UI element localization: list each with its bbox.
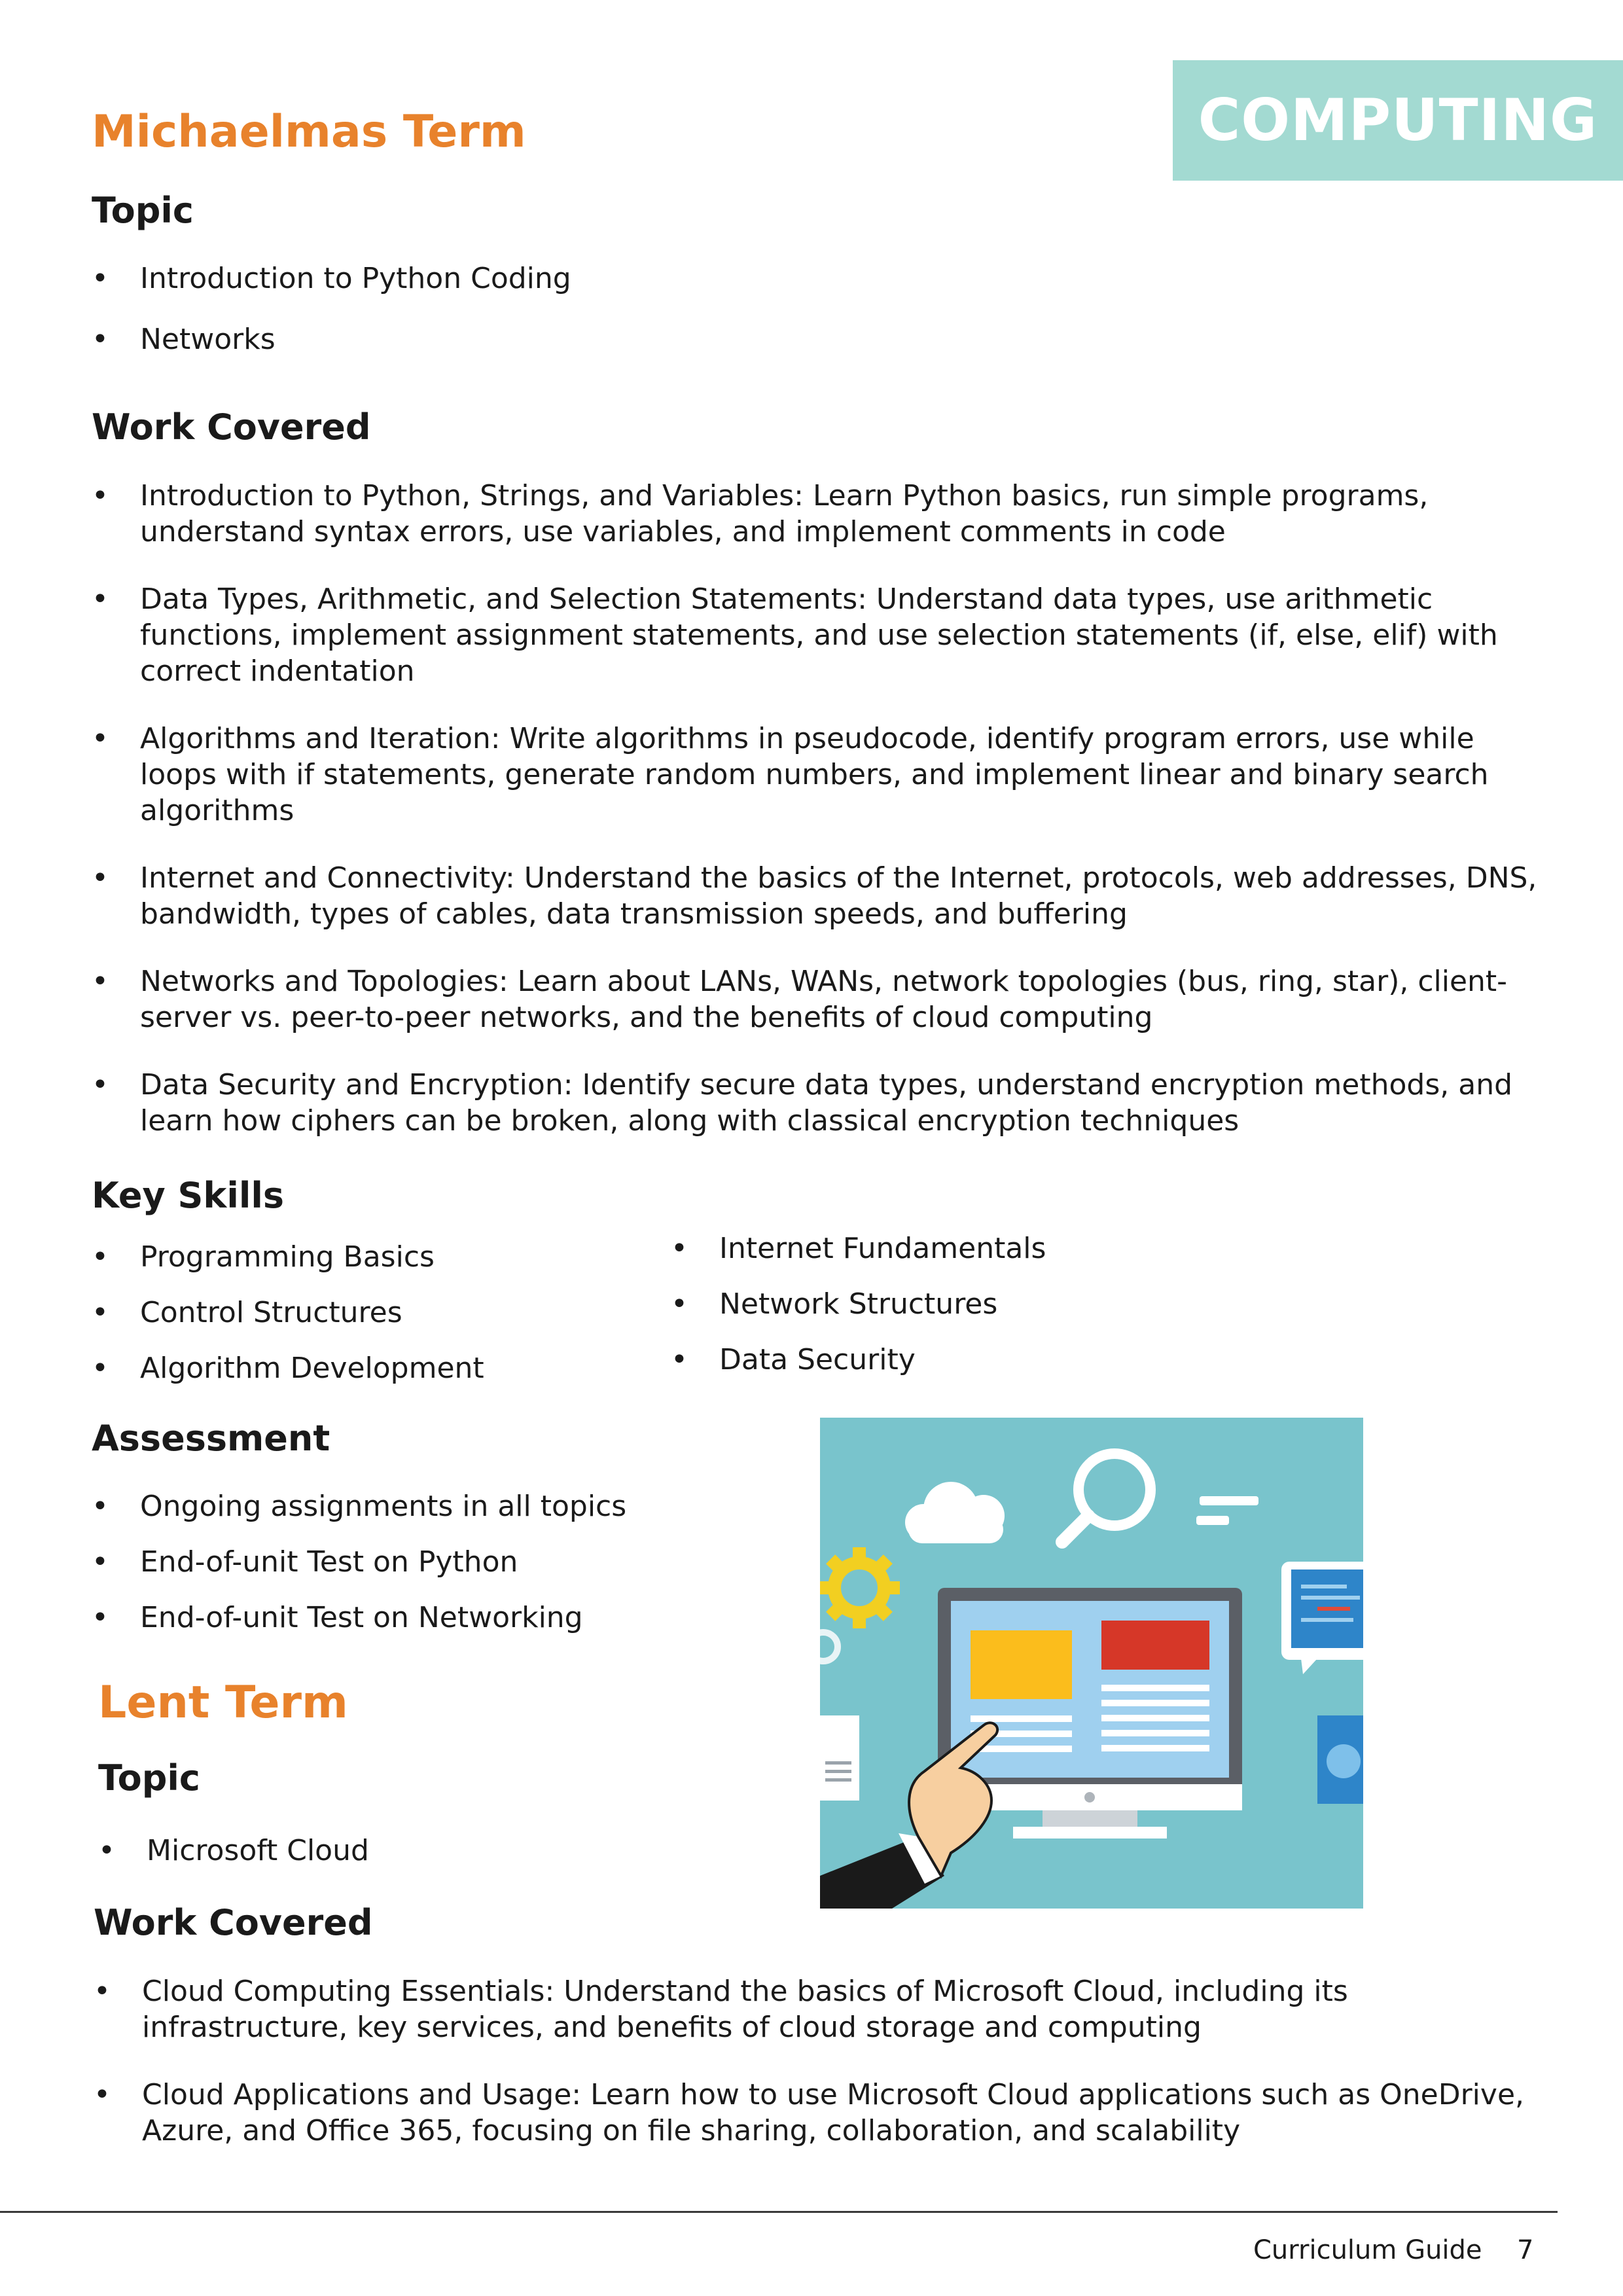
list-item: • Cloud Applications and Usage: Learn how to use Microsoft Cloud applications such as OneDrive, Azure, and Office 365, focusing on file sharing, collaboration, and scalability — [94, 2077, 1553, 2149]
assessment-heading: Assessment — [92, 1418, 330, 1459]
michaelmas-work-heading: Work Covered — [92, 406, 371, 448]
lent-topic-heading: Topic — [98, 1757, 200, 1799]
list-item: • Introduction to Python Coding — [92, 260, 1531, 296]
list-item: • Microsoft Cloud — [98, 1833, 785, 1869]
chat-bubble-icon — [1281, 1562, 1363, 1674]
assessment-list — [92, 1488, 779, 1636]
list-item: • Networks — [92, 321, 1531, 357]
page-number: 7 — [1517, 2235, 1534, 2265]
lent-work-heading: Work Covered — [94, 1902, 373, 1943]
list-item: • Internet Fundamentals — [671, 1230, 1227, 1266]
list-item: • Control Structures — [92, 1295, 648, 1331]
subject-badge: COMPUTING — [1173, 60, 1623, 181]
list-item: • Data Security and Encryption: Identify secure data types, understand encryption methods, and learn how ciphers can be broken, along with classical encryption techniques — [92, 1067, 1551, 1139]
computer-illustration — [820, 1418, 1363, 1909]
list-item: • Network Structures — [671, 1286, 1227, 1322]
footer-rule — [0, 2211, 1558, 2213]
list-item: • Data Security — [671, 1342, 1227, 1378]
lent-topic-list — [98, 1833, 785, 1869]
list-item: • Cloud Computing Essentials: Understand the basics of Microsoft Cloud, including its infrastructure, key services, and benefits of cloud storage and computing — [94, 1973, 1553, 2045]
michaelmas-work-list — [92, 478, 1551, 1139]
key-skills-list-left — [92, 1239, 648, 1386]
lent-work-list — [94, 1973, 1553, 2149]
document-icon — [820, 1715, 859, 1801]
list-item: • End-of-unit Test on Networking — [92, 1600, 779, 1636]
key-skills-list-right — [671, 1230, 1227, 1378]
michaelmas-topic-heading: Topic — [92, 190, 194, 231]
footer-label: Curriculum Guide — [1253, 2235, 1482, 2265]
michaelmas-topic-list — [92, 260, 1531, 357]
list-item: • Introduction to Python, Strings, and Variables: Learn Python basics, run simple programs, understand syntax errors, use variables, and implement comments in code — [92, 478, 1551, 550]
michaelmas-term-title: Michaelmas Term — [92, 106, 526, 158]
list-item: • Data Types, Arithmetic, and Selection Statements: Understand data types, use arithmetic functions, implement assignment statements, and use selection statements (if, else, elif) with correct indentation — [92, 581, 1551, 689]
book-icon — [1317, 1715, 1363, 1804]
key-skills-heading: Key Skills — [92, 1175, 284, 1216]
list-item: • Networks and Topologies: Learn about LANs, WANs, network topologies (bus, ring, star), client-server vs. peer-to-peer networks, and the benefits of cloud computing — [92, 963, 1551, 1035]
list-item: • Internet and Connectivity: Understand the basics of the Internet, protocols, web addresses, DNS, bandwidth, types of cables, data transmission speeds, and buffering — [92, 860, 1551, 932]
list-item: • Algorithms and Iteration: Write algorithms in pseudocode, identify program errors, use while loops with if statements, generate random numbers, and implement linear and binary search algorithms — [92, 721, 1551, 829]
list-item: • Ongoing assignments in all topics — [92, 1488, 779, 1524]
list-item: • End-of-unit Test on Python — [92, 1544, 779, 1580]
lent-term-title: Lent Term — [98, 1677, 348, 1729]
list-item: • Programming Basics — [92, 1239, 648, 1275]
list-item: • Algorithm Development — [92, 1350, 648, 1386]
